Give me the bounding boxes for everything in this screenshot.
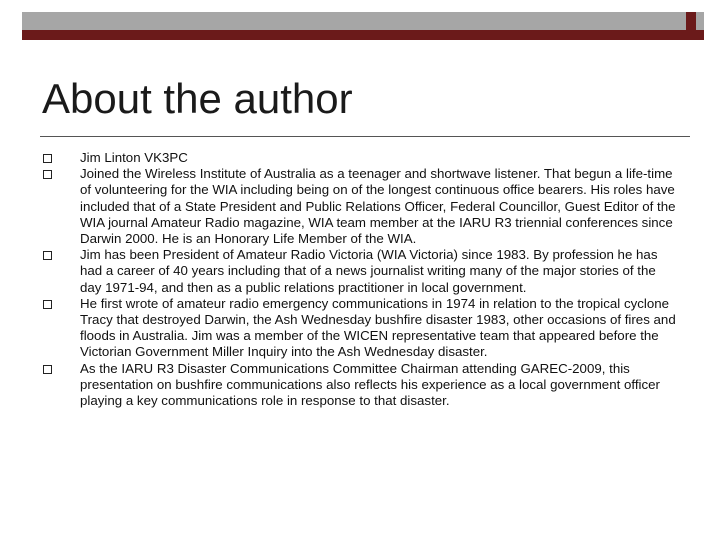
bullet-text: As the IARU R3 Disaster Communications Committee Chairman attending GAREC-2009, this presentation on bushfire communications also reflects his experience as a local government officer playing a key communications role in response to that disaster. — [80, 360, 660, 409]
header-band-dark — [22, 30, 686, 40]
header-band-gray — [22, 12, 686, 30]
square-bullet-icon — [43, 365, 52, 374]
title-divider — [40, 136, 690, 137]
corner-square-red — [686, 12, 696, 30]
square-bullet-icon — [43, 170, 52, 179]
bullet-item — [40, 296, 680, 361]
square-bullet-icon — [43, 300, 52, 309]
bullet-item — [40, 361, 680, 410]
bullet-text: Joined the Wireless Institute of Australia as a teenager and shortwave listener. That begun a life-time of volunteering for the WIA including being on of the longest continuous office bearers. His roles have included that of a State President and Public Relations Officer, Federal Councillor, Guest Editor of the WIA journal Amateur Radio magazine, WIA team member at the IARU R3 triennial conferences since Darwin 2000. He is an Honorary Life Member of the WIA. — [80, 166, 676, 247]
bullet-item — [40, 150, 680, 166]
bullet-text: Jim has been President of Amateur Radio Victoria (WIA Victoria) since 1983. By profession he has had a career of 40 years including that of a news journalist writing many of the major stories of the day 1971-94, and then as a public relations practitioner in local government. — [80, 247, 658, 295]
square-bullet-icon — [43, 154, 52, 163]
corner-square-red-lower — [686, 30, 704, 40]
slide-title: About the author — [42, 75, 353, 122]
square-bullet-icon — [43, 251, 52, 260]
bullet-item — [40, 166, 680, 247]
bullet-text: He first wrote of amateur radio emergency communications in 1974 in relation to the tropical cyclone Tracy that destroyed Darwin, the Ash Wednesday bushfire disaster 1983, other occasions of fires and floods in Australia. Jim was a member of the WICEN representative team that appeared before the Victorian Government Miller Inquiry into the Ash Wednesday disaster. — [80, 295, 676, 360]
bullet-item — [40, 247, 680, 296]
bullet-text: Jim Linton VK3PC — [80, 150, 188, 165]
bullet-list — [40, 150, 680, 409]
